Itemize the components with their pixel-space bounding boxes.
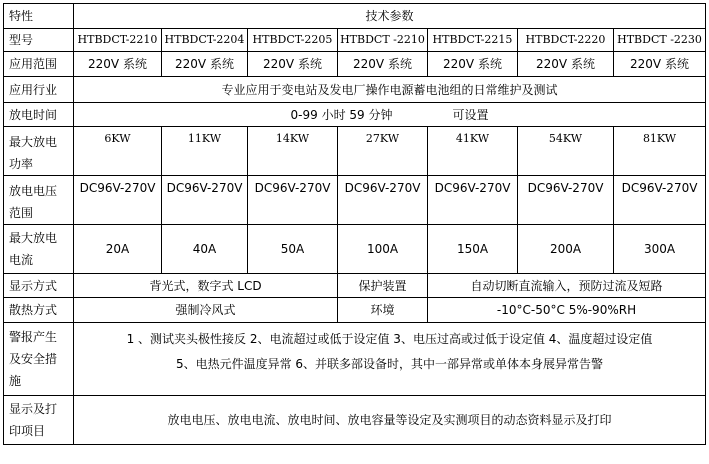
alarm-value — [74, 323, 706, 396]
max-power-cell: 14KW — [248, 127, 338, 176]
protect-value: 自动切断直流输入，预防过流及短路 — [428, 274, 706, 298]
voltage-range-label-line2: 范围 — [9, 206, 34, 220]
voltage-range-cell: DC96V-270V — [162, 176, 248, 225]
voltage-range-row — [4, 176, 706, 225]
alarm-label-line3: 施 — [9, 374, 22, 388]
alarm-label-line2: 及安全措 — [9, 352, 58, 366]
max-power-cell: 27KW — [338, 127, 428, 176]
max-power-label — [4, 127, 74, 176]
max-power-cell: 6KW — [74, 127, 162, 176]
voltage-range-label — [4, 176, 74, 225]
model-cell: HTBDCT -2210 — [338, 29, 428, 52]
discharge-time-value: 0-99 小时 59 分钟 — [290, 107, 393, 122]
model-cell: HTBDCT -2230 — [614, 29, 706, 52]
env-label: 环境 — [338, 298, 428, 323]
voltage-range-cell: DC96V-270V — [428, 176, 518, 225]
range-label: 应用范围 — [4, 52, 74, 77]
voltage-range-label-line1: 放电电压 — [9, 184, 58, 198]
spec-table — [3, 3, 706, 445]
print-label — [4, 396, 74, 445]
max-current-cell: 40A — [162, 225, 248, 274]
max-current-label — [4, 225, 74, 274]
print-value: 放电电压、放电电流、放电时间、放电容量等设定及实测项目的动态资料显示及打印 — [74, 396, 706, 445]
max-current-row — [4, 225, 706, 274]
alarm-label-line1: 警报产生 — [9, 330, 58, 344]
voltage-range-cell: DC96V-270V — [248, 176, 338, 225]
alarm-label — [4, 323, 74, 396]
cooling-row — [4, 298, 706, 323]
discharge-time-row — [4, 103, 706, 127]
range-row — [4, 52, 706, 77]
model-label: 型号 — [4, 29, 74, 52]
max-current-cell: 20A — [74, 225, 162, 274]
max-current-label-line2: 电流 — [9, 253, 34, 267]
range-cell: 220V 系统 — [162, 52, 248, 77]
max-power-cell: 11KW — [162, 127, 248, 176]
max-power-label-line2: 功率 — [9, 157, 34, 171]
header-row — [4, 4, 706, 29]
discharge-time-note: 可设置 — [452, 107, 489, 122]
voltage-range-cell: DC96V-270V — [338, 176, 428, 225]
discharge-time-label: 放电时间 — [4, 103, 74, 127]
industry-value: 专业应用于变电站及发电厂操作电源蓄电池组的日常维护及测试 — [74, 77, 706, 103]
industry-row — [4, 77, 706, 103]
range-cell: 220V 系统 — [614, 52, 706, 77]
model-cell: HTBDCT-2220 — [518, 29, 614, 52]
range-cell: 220V 系统 — [248, 52, 338, 77]
max-power-cell: 81KW — [614, 127, 706, 176]
voltage-range-cell: DC96V-270V — [518, 176, 614, 225]
range-cell: 220V 系统 — [428, 52, 518, 77]
model-row — [4, 29, 706, 52]
alarm-line-1: 1 、测试夹头极性接反 2、电流超过或低于设定值 3、电压过高或过低于设定值 4、温度超过设定值 — [126, 332, 653, 346]
range-cell: 220V 系统 — [338, 52, 428, 77]
print-row — [4, 396, 706, 445]
max-current-cell: 150A — [428, 225, 518, 274]
model-cell: HTBDCT-2205 — [248, 29, 338, 52]
industry-label: 应用行业 — [4, 77, 74, 103]
cooling-value: 强制冷风式 — [74, 298, 338, 323]
cooling-label: 散热方式 — [4, 298, 74, 323]
max-current-label-line1: 最大放电 — [9, 231, 58, 245]
header-params: 技术参数 — [74, 4, 706, 29]
max-power-label-line1: 最大放电 — [9, 135, 58, 149]
display-label: 显示方式 — [4, 274, 74, 298]
max-power-cell: 41KW — [428, 127, 518, 176]
voltage-range-cell: DC96V-270V — [74, 176, 162, 225]
print-label-line1: 显示及打 — [9, 402, 58, 416]
alarm-line-2: 5、电热元件温度异常 6、并联多部设备时，其中一部异常或单体本身展异常告警 — [175, 357, 604, 371]
max-current-cell: 50A — [248, 225, 338, 274]
max-power-cell: 54KW — [518, 127, 614, 176]
display-value: 背光式，数字式 LCD — [74, 274, 338, 298]
model-cell: HTBDCT-2210 — [74, 29, 162, 52]
voltage-range-cell: DC96V-270V — [614, 176, 706, 225]
model-cell: HTBDCT-2215 — [428, 29, 518, 52]
max-current-cell: 200A — [518, 225, 614, 274]
max-current-cell: 100A — [338, 225, 428, 274]
protect-label: 保护装置 — [338, 274, 428, 298]
header-feature: 特性 — [4, 4, 74, 29]
range-cell: 220V 系统 — [74, 52, 162, 77]
max-power-row — [4, 127, 706, 176]
display-row — [4, 274, 706, 298]
range-cell: 220V 系统 — [518, 52, 614, 77]
alarm-row — [4, 323, 706, 396]
env-value: -10°C-50°C 5%-90%RH — [428, 298, 706, 323]
discharge-time-value-cell — [74, 103, 706, 127]
max-current-cell: 300A — [614, 225, 706, 274]
model-cell: HTBDCT-2204 — [162, 29, 248, 52]
print-label-line2: 印项目 — [9, 424, 46, 438]
